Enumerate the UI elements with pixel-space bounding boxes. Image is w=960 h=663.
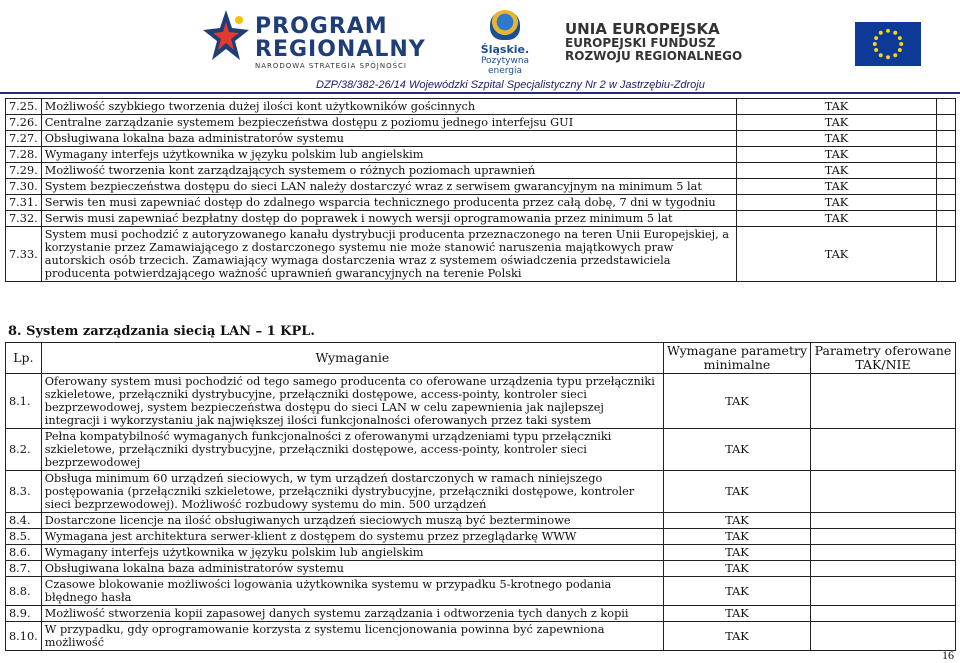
row-offered-cell bbox=[811, 606, 956, 622]
table-header-row bbox=[6, 343, 956, 374]
header-offered-params: Parametry oferowane TAK/NIE bbox=[811, 343, 956, 374]
table-row bbox=[6, 147, 956, 163]
row-empty-cell bbox=[937, 99, 956, 115]
row-offered-cell bbox=[811, 545, 956, 561]
header-divider bbox=[0, 92, 960, 94]
row-number: 7.31. bbox=[6, 195, 42, 211]
slaskie-tagline: Pozytywna energia bbox=[480, 56, 530, 76]
requirements-table-7-body bbox=[6, 99, 956, 282]
row-requirement: Obsługiwana lokalna baza administratorów systemu bbox=[41, 131, 736, 147]
header-lp: Lp. bbox=[6, 343, 42, 374]
row-requirement: Obsługiwana lokalna baza administratorów systemu bbox=[41, 561, 663, 577]
row-value: TAK bbox=[737, 99, 937, 115]
section-title: 8. System zarządzania siecią LAN – 1 KPL. bbox=[8, 324, 315, 339]
slaskie-name: Śląskie. bbox=[480, 43, 530, 56]
page-number: 16 bbox=[942, 648, 954, 662]
table-row bbox=[6, 577, 956, 606]
eu-fund-line2: ROZWOJU REGIONALNEGO bbox=[565, 49, 743, 63]
row-number: 8.6. bbox=[6, 545, 42, 561]
row-value: TAK bbox=[664, 374, 811, 429]
slaskie-emblem-icon bbox=[490, 10, 520, 40]
row-value: TAK bbox=[737, 227, 937, 282]
row-requirement: Czasowe blokowanie możliwości logowania użytkownika systemu w przypadku 5-krotnego podania błędnego hasła bbox=[41, 577, 663, 606]
row-empty-cell bbox=[937, 195, 956, 211]
table-row bbox=[6, 131, 956, 147]
star-logo-icon bbox=[203, 8, 249, 66]
row-offered-cell bbox=[811, 429, 956, 471]
header-requirement: Wymaganie bbox=[41, 343, 663, 374]
row-requirement: Możliwość szybkiego tworzenia dużej ilości kont użytkowników gościnnych bbox=[41, 99, 736, 115]
program-text: PROGRAM bbox=[255, 14, 388, 39]
regionalny-text: REGIONALNY bbox=[255, 37, 426, 62]
requirements-table-7 bbox=[5, 98, 956, 282]
row-number: 8.4. bbox=[6, 513, 42, 529]
row-empty-cell bbox=[937, 227, 956, 282]
row-value: TAK bbox=[737, 179, 937, 195]
header-logos bbox=[0, 0, 960, 78]
row-value: TAK bbox=[664, 529, 811, 545]
row-requirement: Oferowany system musi pochodzić od tego samego producenta co oferowane urządzenia typu przełączniki szkieletowe, przełączniki dystrybucyjne, przełączniki dostępowe, access-pointy, kontroler sieci bezprzewodowej, system bezpieczeństwa dostępu do sieci LAN w celu zapewnienia jak najlepszej integracji i wykorzystaniu jak największej ilości funkcjonalności oferowanych przez taki system bbox=[41, 374, 663, 429]
row-number: 8.1. bbox=[6, 374, 42, 429]
row-requirement: Dostarczone licencje na ilość obsługiwanych urządzeń sieciowych muszą być bezterminowe bbox=[41, 513, 663, 529]
row-requirement: W przypadku, gdy oprogramowanie korzysta z systemu licencjonowania powinna być zapewniona możliwość bbox=[41, 622, 663, 651]
table-row bbox=[6, 622, 956, 651]
eu-flag-icon bbox=[855, 22, 921, 66]
table-row bbox=[6, 179, 956, 195]
row-number: 7.28. bbox=[6, 147, 42, 163]
row-value: TAK bbox=[664, 545, 811, 561]
row-value: TAK bbox=[737, 115, 937, 131]
row-offered-cell bbox=[811, 561, 956, 577]
row-value: TAK bbox=[664, 622, 811, 651]
row-requirement: Obsługa minimum 60 urządzeń sieciowych, w tym urządzeń dostarczonych w ramach niniejszego postępowania (przełączniki szkieletowe, przełączniki dystrybucyjne, przełączniki dostępowe, kontroler sieci bezprzewodowej). Możliwość rozbudowy systemu do min. 500 urządzeń bbox=[41, 471, 663, 513]
row-offered-cell bbox=[811, 622, 956, 651]
table-row bbox=[6, 529, 956, 545]
row-offered-cell bbox=[811, 471, 956, 513]
row-number: 8.3. bbox=[6, 471, 42, 513]
row-value: TAK bbox=[737, 131, 937, 147]
strategy-text: NARODOWA STRATEGIA SPÓJNOŚCI bbox=[255, 62, 407, 70]
row-offered-cell bbox=[811, 374, 956, 429]
table-row bbox=[6, 211, 956, 227]
row-number: 7.27. bbox=[6, 131, 42, 147]
row-number: 7.32. bbox=[6, 211, 42, 227]
table-row bbox=[6, 606, 956, 622]
row-requirement: Serwis musi zapewniać bezpłatny dostęp do poprawek i nowych wersji oprogramowania przez minimum 5 lat bbox=[41, 211, 736, 227]
table-row bbox=[6, 374, 956, 429]
row-offered-cell bbox=[811, 529, 956, 545]
eu-logo bbox=[565, 20, 937, 64]
row-requirement: Wymagany interfejs użytkownika w języku polskim lub angielskim bbox=[41, 147, 736, 163]
table-row bbox=[6, 471, 956, 513]
row-value: TAK bbox=[737, 147, 937, 163]
requirements-table-8-body bbox=[6, 374, 956, 651]
row-empty-cell bbox=[937, 131, 956, 147]
row-requirement: System musi pochodzić z autoryzowanego kanału dystrybucji producenta przeznaczonego na teren Unii Europejskiej, a korzystanie przez Zamawiającego z dostarczonego systemu nie może stanowić naruszenia majątkowych praw autorskich osób trzecich. Zamawiający wymaga dostarczenia wraz z systemem oświadczenia przedstawiciela producenta potwierdzającego ważność uprawnień gwarancyjnych na terenie Polski bbox=[41, 227, 736, 282]
row-requirement: System bezpieczeństwa dostępu do sieci LAN należy dostarczyć wraz z serwisem gwarancyjnym na minimum 5 lat bbox=[41, 179, 736, 195]
row-value: TAK bbox=[737, 195, 937, 211]
row-empty-cell bbox=[937, 147, 956, 163]
row-number: 7.26. bbox=[6, 115, 42, 131]
row-empty-cell bbox=[937, 163, 956, 179]
table-row bbox=[6, 163, 956, 179]
table-row bbox=[6, 227, 956, 282]
row-requirement: Możliwość stworzenia kopii zapasowej danych systemu zarządzania i odtworzenia tych danych z kopii bbox=[41, 606, 663, 622]
row-number: 8.8. bbox=[6, 577, 42, 606]
row-empty-cell bbox=[937, 115, 956, 131]
row-requirement: Wymagana jest architektura serwer-klient z dostępem do systemu przez przeglądarkę WWW bbox=[41, 529, 663, 545]
row-number: 8.7. bbox=[6, 561, 42, 577]
row-requirement: Wymagany interfejs użytkownika w języku polskim lub angielskim bbox=[41, 545, 663, 561]
table-row bbox=[6, 429, 956, 471]
document-reference: DZP/38/382-26/14 Wojewódzki Szpital Specjalistyczny Nr 2 w Jastrzębiu-Zdroju bbox=[316, 79, 705, 91]
row-offered-cell bbox=[811, 513, 956, 529]
row-requirement: Pełna kompatybilność wymaganych funkcjonalności z oferowanymi urządzeniami typu przełączniki szkieletowe, przełączniki dystrybucyjne, przełączniki dostępowe, access-pointy, kontroler sieci bezprzewodowej bbox=[41, 429, 663, 471]
table-row bbox=[6, 513, 956, 529]
row-value: TAK bbox=[664, 577, 811, 606]
row-empty-cell bbox=[937, 179, 956, 195]
eu-fund-line1: EUROPEJSKI FUNDUSZ bbox=[565, 36, 716, 50]
table-row bbox=[6, 115, 956, 131]
row-value: TAK bbox=[664, 561, 811, 577]
row-requirement: Centralne zarządzanie systemem bezpieczeństwa dostępu z poziomu jednego interfejsu GUI bbox=[41, 115, 736, 131]
table-row bbox=[6, 561, 956, 577]
eu-title: UNIA EUROPEJSKA bbox=[565, 20, 720, 38]
row-number: 7.25. bbox=[6, 99, 42, 115]
row-number: 7.33. bbox=[6, 227, 42, 282]
table-row bbox=[6, 195, 956, 211]
row-offered-cell bbox=[811, 577, 956, 606]
program-regionalny-logo bbox=[183, 8, 443, 72]
slaskie-logo bbox=[467, 10, 543, 74]
row-number: 8.5. bbox=[6, 529, 42, 545]
row-requirement: Serwis ten musi zapewniać dostęp do zdalnego wsparcia technicznego producenta przez całą dobę, 7 dni w tygodniu bbox=[41, 195, 736, 211]
header-min-params: Wymagane parametry minimalne bbox=[664, 343, 811, 374]
row-value: TAK bbox=[737, 163, 937, 179]
row-value: TAK bbox=[737, 211, 937, 227]
row-value: TAK bbox=[664, 513, 811, 529]
table-row bbox=[6, 99, 956, 115]
table-row bbox=[6, 545, 956, 561]
row-requirement: Możliwość tworzenia kont zarządzających systemem o różnych poziomach uprawnień bbox=[41, 163, 736, 179]
row-number: 8.2. bbox=[6, 429, 42, 471]
row-value: TAK bbox=[664, 606, 811, 622]
row-number: 7.30. bbox=[6, 179, 42, 195]
row-value: TAK bbox=[664, 471, 811, 513]
row-number: 8.9. bbox=[6, 606, 42, 622]
requirements-table-8 bbox=[5, 342, 956, 651]
row-empty-cell bbox=[937, 211, 956, 227]
row-number: 8.10. bbox=[6, 622, 42, 651]
row-value: TAK bbox=[664, 429, 811, 471]
row-number: 7.29. bbox=[6, 163, 42, 179]
